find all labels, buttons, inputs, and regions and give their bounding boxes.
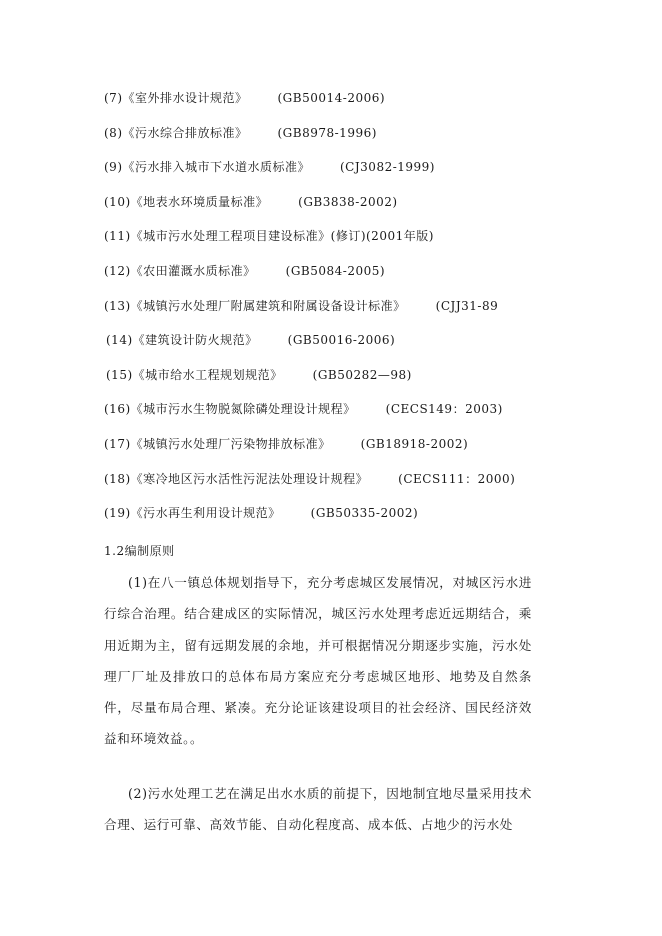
reference-item xyxy=(104,330,624,365)
reference-code: (CECS111：2000) xyxy=(398,471,516,486)
reference-title: (12)《农田灌溉水质标准》 xyxy=(104,263,256,278)
reference-code: (CJ3082-1999) xyxy=(340,160,435,175)
reference-title: (14)《建筑设计防火规范》 xyxy=(106,333,258,348)
reference-code: (GB18918-2002) xyxy=(360,436,469,451)
reference-code: (GB5084-2005) xyxy=(285,263,386,278)
reference-item xyxy=(104,399,624,434)
reference-title: (10)《地表水环境质量标准》 xyxy=(104,194,269,209)
section-heading: 1.2编制原则 xyxy=(104,544,175,558)
reference-code: (CJJ31-89 xyxy=(435,298,499,313)
reference-item xyxy=(104,226,624,261)
reference-title: (11)《城市污水处理工程项目建设标准》(修订)(2001年版) xyxy=(104,229,434,244)
reference-title: (7)《室外排水设计规范》 xyxy=(104,91,248,105)
reference-item xyxy=(104,88,624,123)
reference-title: (18)《寒冷地区污水活性污泥法处理设计规程》 xyxy=(104,471,369,486)
reference-code: (GB50014-2006) xyxy=(277,91,386,105)
reference-title: (8)《污水综合排放标准》 xyxy=(104,125,248,140)
reference-title: (9)《污水排入城市下水道水质标准》 xyxy=(104,160,310,175)
reference-title: (19)《污水再生利用设计规范》 xyxy=(104,506,281,521)
reference-code: (GB50335-2002) xyxy=(310,506,419,521)
reference-title: (13)《城镇污水处理厂附属建筑和附属设备设计标准》 xyxy=(104,298,406,313)
reference-code: (CECS149：2003) xyxy=(385,402,503,417)
reference-item xyxy=(104,365,624,400)
reference-item xyxy=(104,469,624,504)
reference-item xyxy=(104,261,624,296)
reference-item xyxy=(104,434,624,469)
reference-item xyxy=(104,503,624,538)
reference-item xyxy=(104,123,624,158)
reference-title: (17)《城镇污水处理厂污染物排放标准》 xyxy=(104,436,331,451)
reference-code: (GB8978-1996) xyxy=(277,125,377,140)
reference-item xyxy=(104,192,624,227)
reference-title: (15)《城市给水工程规划规范》 xyxy=(106,367,283,382)
reference-code: (GB50016-2006) xyxy=(287,333,396,348)
reference-code: (GB3838-2002) xyxy=(298,194,398,209)
body-paragraph: (1)在八一镇总体规划指导下，充分考虑城区发展情况，对城区污水进行综合治理。结合建成区的实际情况，城区污水处理考虑近远期结合，乘用近期为主，留有远期发展的余地，并可根据情况分期逐步实施，污水处理厂厂址及排放口的总体布局方案应充分考虑城区地形、地势及自然条件，尽量布局合理、紧凑。充分论证该建设项目的社会经济、国民经济效益和环境效益。。 xyxy=(104,575,532,747)
reference-title: (16)《城市污水生物脱氮除磷处理设计规程》 xyxy=(104,402,356,417)
reference-list xyxy=(104,88,624,538)
reference-item xyxy=(104,296,624,331)
reference-code: (GB50282—98) xyxy=(312,367,412,382)
body-paragraph: (2)污水处理工艺在满足出水水质的前提下，因地制宜地尽量采用技术合理、运行可靠、高效节能、自动化程度高、成本低、占地少的污水处 xyxy=(104,786,532,833)
reference-item xyxy=(104,157,624,192)
